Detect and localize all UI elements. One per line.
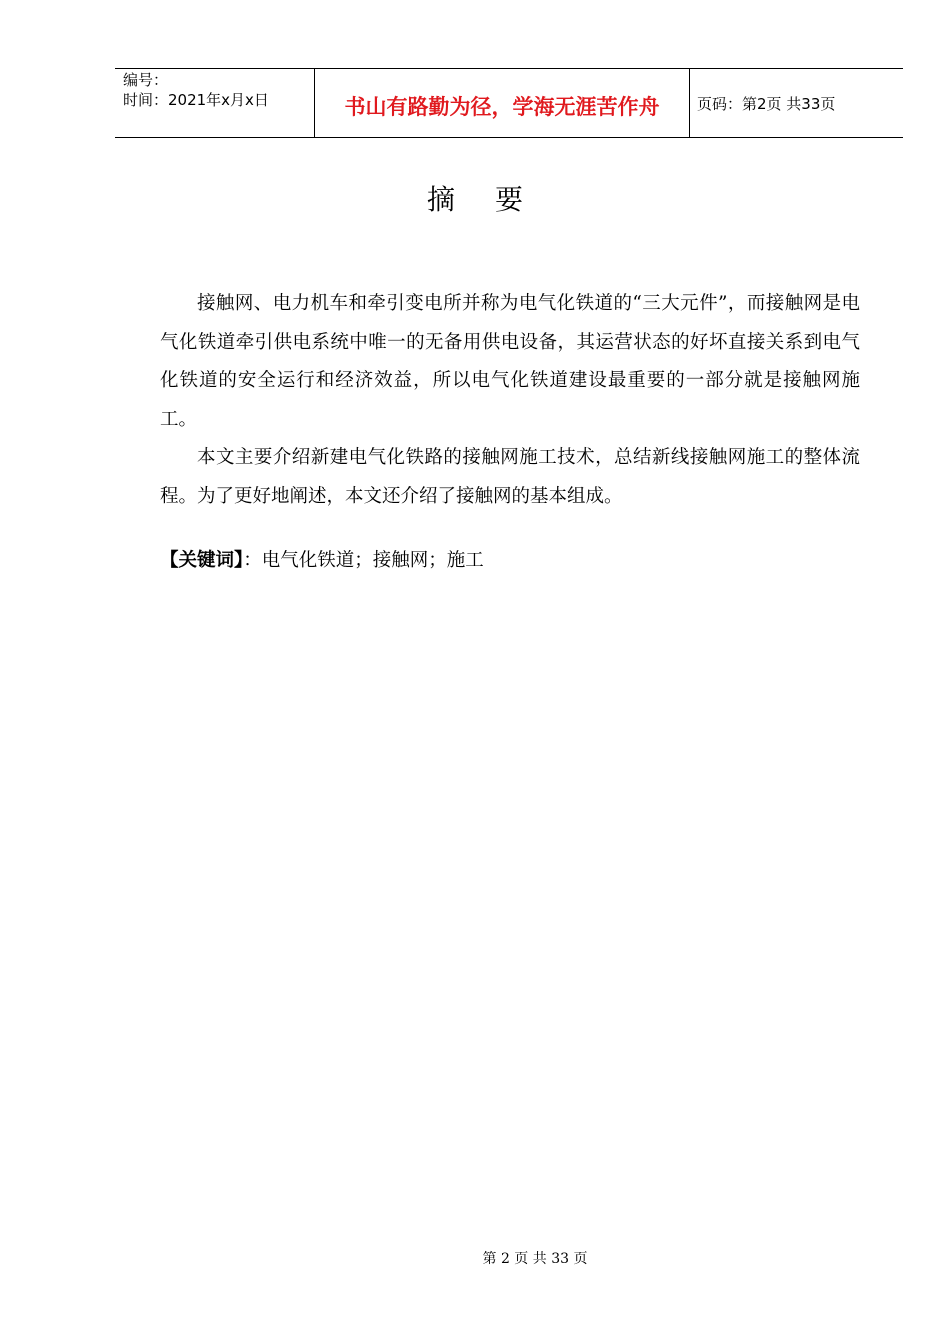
number-label: 编号： <box>123 71 169 89</box>
page-footer: 第 2 页 共 33 页 <box>482 1251 588 1267</box>
page-title <box>0 178 950 218</box>
page-info: 页码：第2页 共33页 <box>697 95 836 113</box>
keywords <box>160 546 484 572</box>
header-page-cell <box>689 69 903 137</box>
keywords-label: 【关键词】 <box>160 550 244 571</box>
abstract-body <box>160 285 860 516</box>
title-char-1: 摘 <box>426 183 455 216</box>
header-left-cell <box>115 69 314 137</box>
time-label: 时间：2021年x月x日 <box>123 91 269 109</box>
motto-text: 书山有路勤为径，学海无涯苦作舟 <box>344 95 660 119</box>
keywords-text: ：电气化铁道；接触网；施工 <box>243 550 484 571</box>
title-char-2: 要 <box>495 183 524 216</box>
header-motto-cell <box>314 69 690 137</box>
abstract-paragraph-1: 接触网、电力机车和牵引变电所并称为电气化铁道的“三大元件”，而接触网是电气化铁道牵引供电系统中唯一的无备用供电设备，其运营状态的好坏直接关系到电气化铁道的安全运行和经济效益，所以电气化铁道建设最重要的一部分就是接触网施工。 <box>160 293 860 430</box>
page-header <box>115 68 903 138</box>
abstract-paragraph-2: 本文主要介绍新建电气化铁路的接触网施工技术，总结新线接触网施工的整体流程。为了更好地阐述，本文还介绍了接触网的基本组成。 <box>160 447 860 507</box>
